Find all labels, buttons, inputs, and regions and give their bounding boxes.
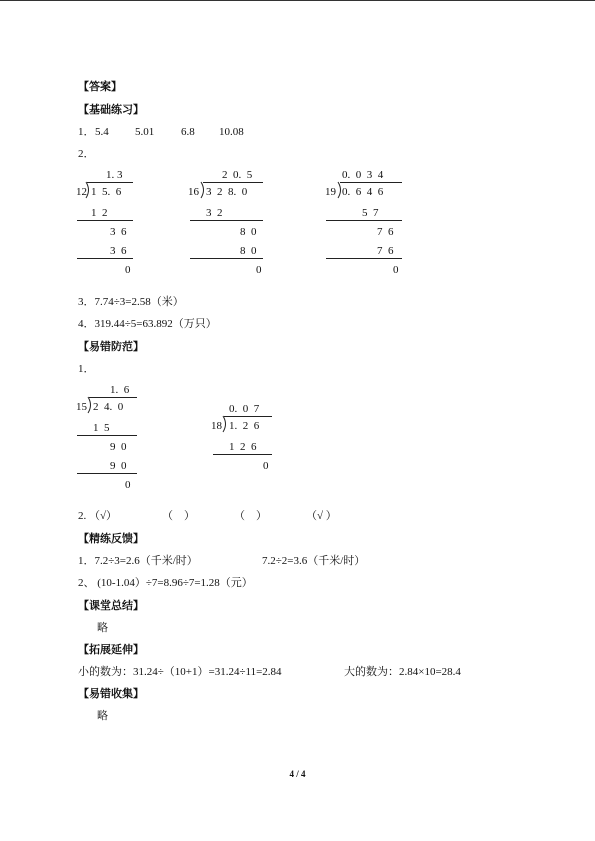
divisor: 19 bbox=[325, 186, 336, 198]
remainder: 0 bbox=[393, 264, 399, 276]
division-bar bbox=[224, 416, 272, 417]
summary-text: 略 bbox=[97, 622, 108, 634]
divisor: 16 bbox=[188, 186, 199, 198]
step-line bbox=[213, 454, 272, 455]
basic-q3: 3．7.74÷3=2.58（米） bbox=[78, 296, 184, 308]
division-bar bbox=[89, 397, 137, 398]
division-bar bbox=[203, 182, 263, 183]
step: 3 2 bbox=[206, 207, 223, 219]
quotient: 0. 0 7 bbox=[229, 403, 260, 415]
page-top-border bbox=[0, 0, 595, 1]
remainder: 0 bbox=[125, 264, 131, 276]
page-number: 4 / 4 bbox=[289, 769, 306, 779]
refine-q1a: 1．7.2÷3=2.6（千米/时） bbox=[78, 555, 198, 567]
step: 7 6 bbox=[377, 245, 394, 257]
basic-q1-answer: 10.08 bbox=[219, 126, 244, 138]
step-line bbox=[77, 473, 137, 474]
basic-practice-heading: 【基础练习】 bbox=[78, 104, 144, 116]
error-q2-label: 2. bbox=[78, 510, 87, 522]
step-line bbox=[190, 220, 263, 221]
step: 1 2 6 bbox=[229, 441, 257, 453]
judge-mark: （ ） bbox=[162, 510, 195, 522]
step: 3 6 bbox=[110, 245, 127, 257]
step: 9 0 bbox=[110, 460, 127, 472]
quotient: 0. 0 3 4 bbox=[342, 169, 384, 181]
step: 8 0 bbox=[240, 226, 257, 238]
summary-heading: 【课堂总结】 bbox=[78, 600, 144, 612]
remainder: 0 bbox=[263, 460, 269, 472]
step-line bbox=[77, 220, 133, 221]
quotient: 1. 6 bbox=[110, 384, 130, 396]
extension-large-number: 大的数为：2.84×10=28.4 bbox=[344, 666, 461, 678]
step-line bbox=[77, 435, 137, 436]
basic-q4: 4．319.44÷5=63.892（万只） bbox=[78, 318, 217, 330]
quotient: 1. 3 bbox=[106, 169, 123, 181]
step: 3 6 bbox=[110, 226, 127, 238]
error-prevention-heading: 【易错防范】 bbox=[78, 341, 144, 353]
dividend: 1. 2 6 bbox=[229, 420, 260, 432]
division-bar bbox=[87, 182, 133, 183]
refine-q2: 2、 (10-1.04）÷7=8.96÷7=1.28（元） bbox=[78, 577, 253, 589]
divisor: 15 bbox=[76, 401, 87, 413]
step: 8 0 bbox=[240, 245, 257, 257]
dividend: 0. 6 4 6 bbox=[342, 186, 384, 198]
step: 1 2 bbox=[91, 207, 108, 219]
error-collection-heading: 【易错收集】 bbox=[78, 688, 144, 700]
basic-q1-answer: 5.4 bbox=[95, 126, 109, 138]
step: 1 5 bbox=[93, 422, 110, 434]
dividend: 1 5. 6 bbox=[91, 186, 122, 198]
step: 7 6 bbox=[377, 226, 394, 238]
refine-heading: 【精练反馈】 bbox=[78, 533, 144, 545]
judge-mark: （ ） bbox=[234, 510, 267, 522]
basic-q1-label: 1． bbox=[78, 126, 95, 138]
step-line bbox=[326, 220, 402, 221]
divisor: 18 bbox=[211, 420, 222, 432]
dividend: 2 4. 0 bbox=[93, 401, 124, 413]
error-collection-text: 略 bbox=[97, 710, 108, 722]
step-line bbox=[190, 258, 263, 259]
quotient: 2 0. 5 bbox=[222, 169, 253, 181]
step: 9 0 bbox=[110, 441, 127, 453]
remainder: 0 bbox=[256, 264, 262, 276]
step-line bbox=[77, 258, 133, 259]
dividend: 3 2 8. 0 bbox=[206, 186, 248, 198]
refine-q1b: 7.2÷2=3.6（千米/时） bbox=[262, 555, 366, 567]
answer-heading: 【答案】 bbox=[78, 81, 122, 93]
basic-q1-answer: 6.8 bbox=[181, 126, 195, 138]
division-bar bbox=[340, 182, 402, 183]
division-bracket bbox=[222, 416, 228, 433]
basic-q2-label: 2． bbox=[78, 148, 95, 160]
step-line bbox=[326, 258, 402, 259]
basic-q1-answer: 5.01 bbox=[135, 126, 155, 138]
extension-heading: 【拓展延伸】 bbox=[78, 644, 144, 656]
divisor: 12 bbox=[76, 186, 87, 198]
step: 5 7 bbox=[362, 207, 379, 219]
judge-mark: （√） bbox=[89, 510, 118, 522]
remainder: 0 bbox=[125, 479, 131, 491]
judge-mark: （√ ） bbox=[306, 510, 337, 522]
extension-small-number: 小的数为：31.24÷（10+1）=31.24÷11=2.84 bbox=[78, 666, 282, 678]
error-q1-label: 1． bbox=[78, 363, 95, 375]
